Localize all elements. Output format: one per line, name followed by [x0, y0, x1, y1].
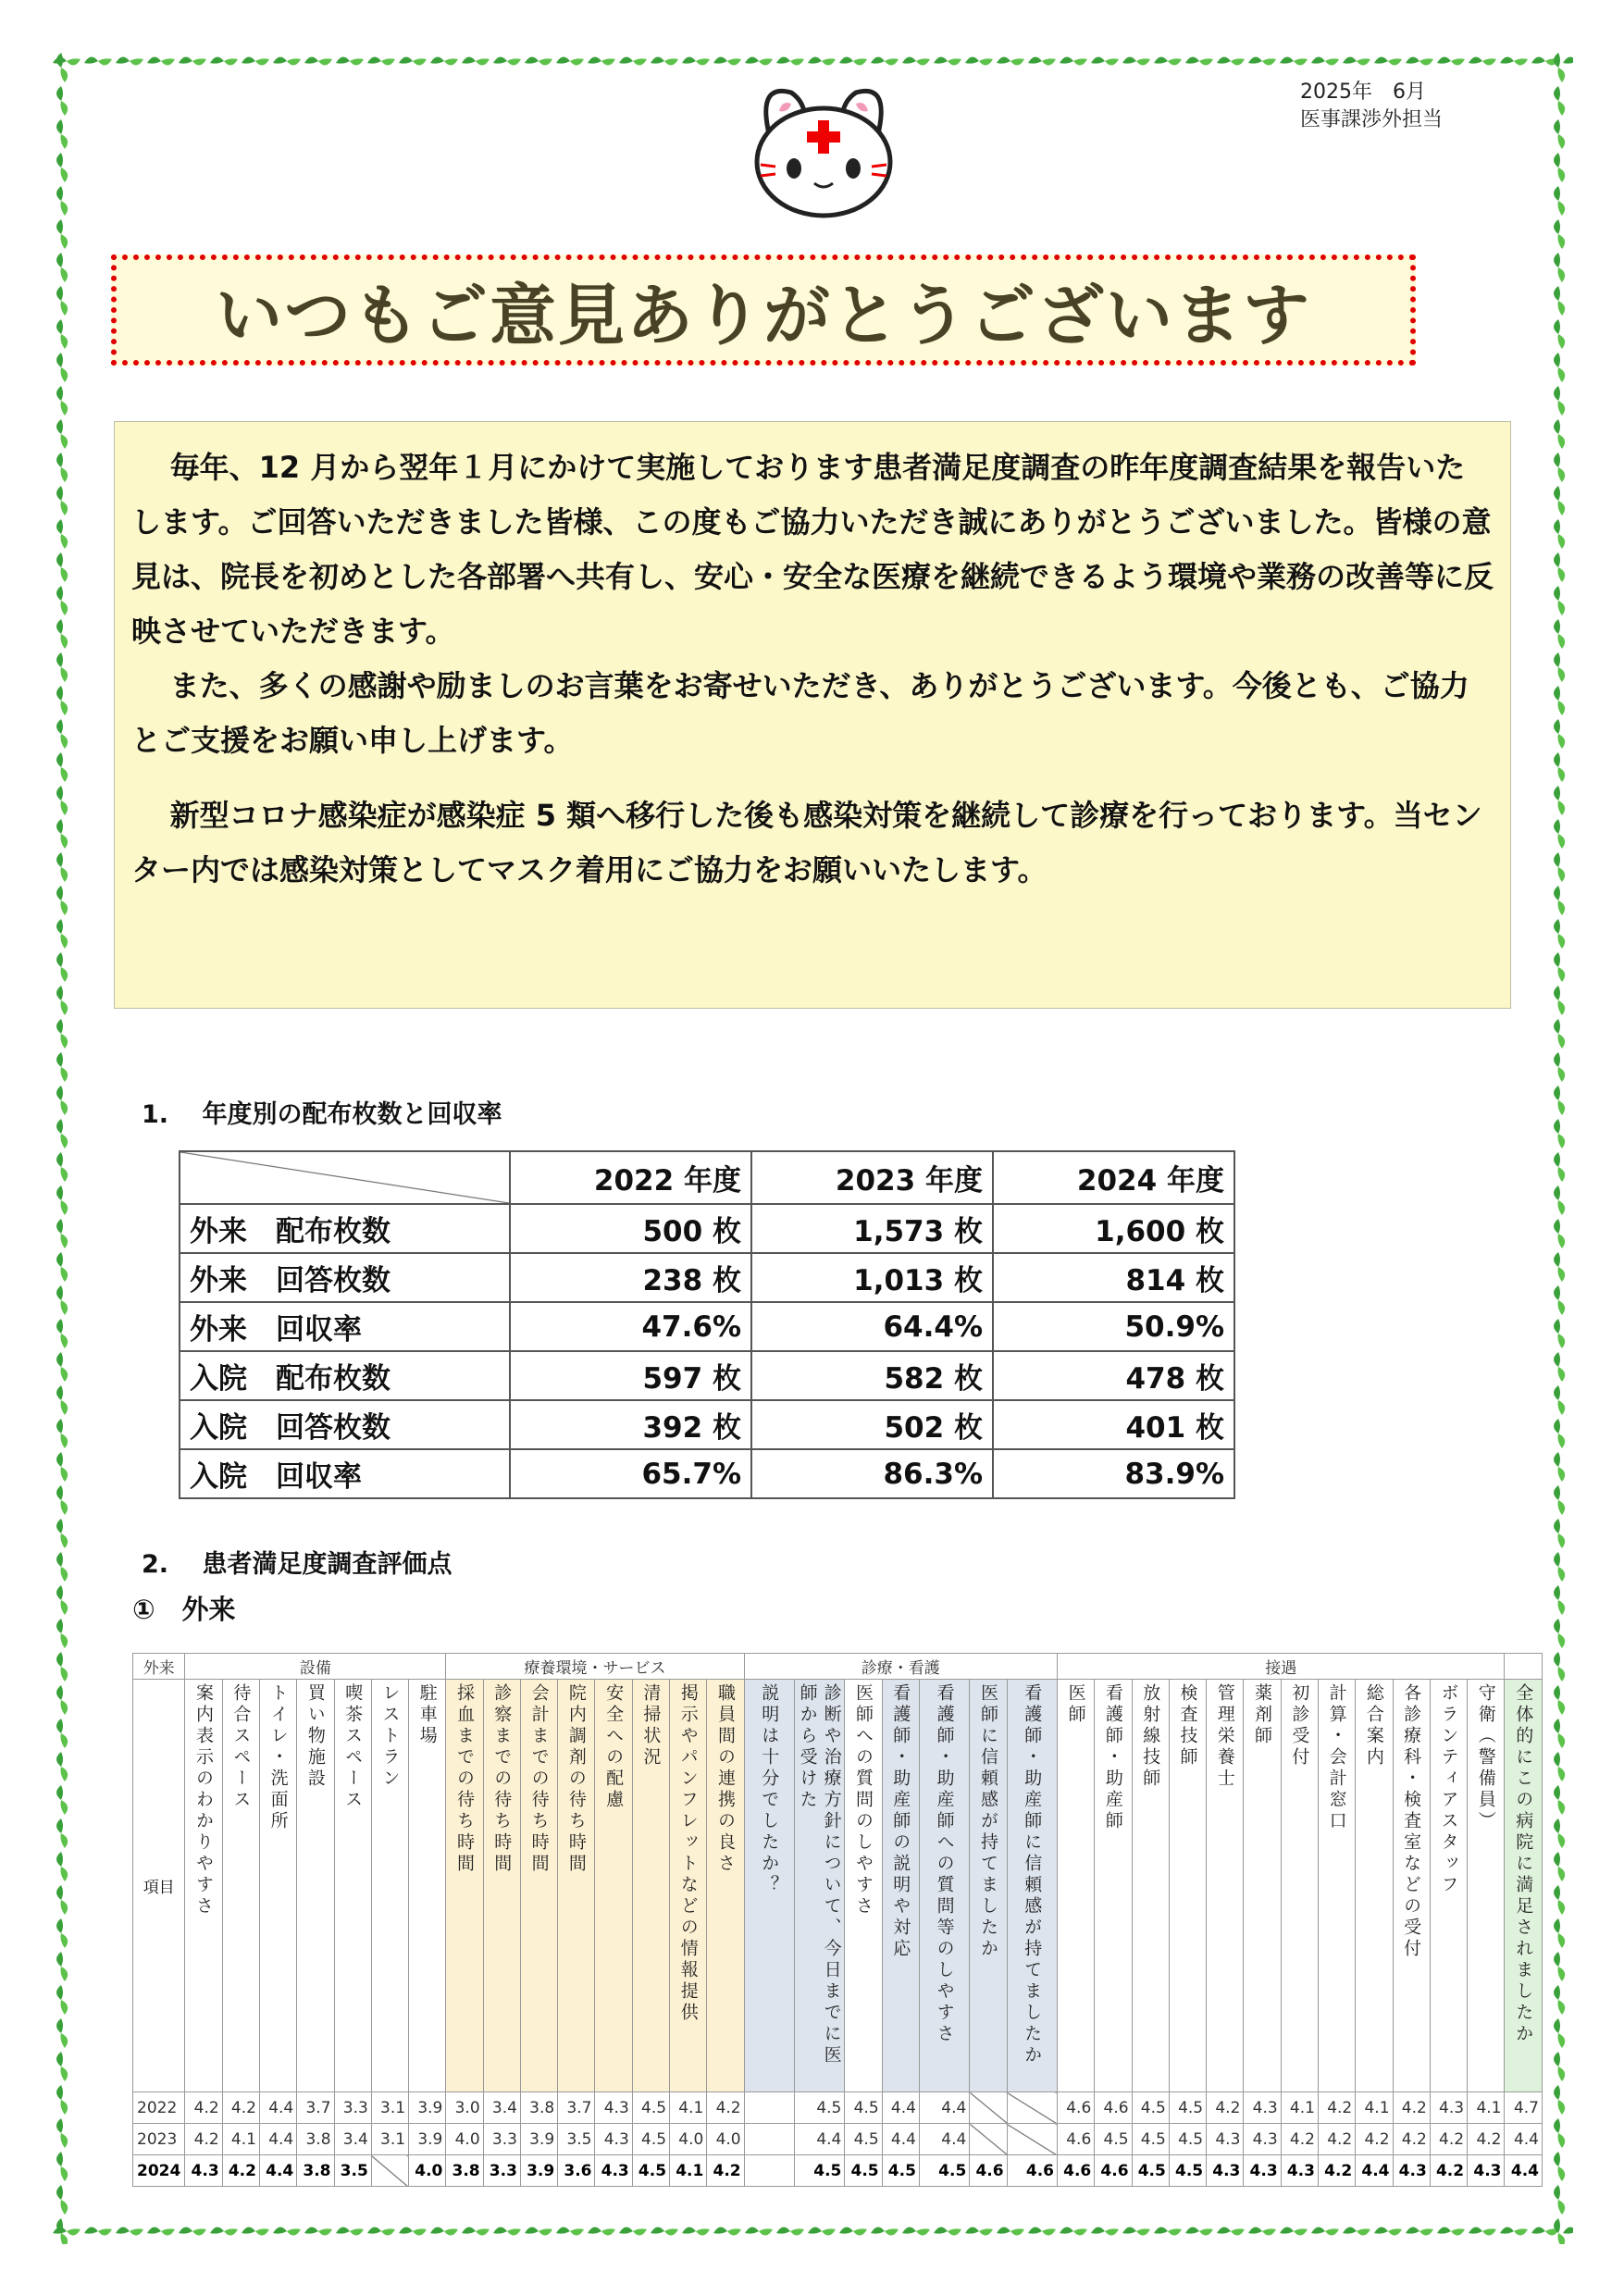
score-cell: 3.4: [483, 2092, 520, 2124]
cell-value: 47.6%: [510, 1302, 751, 1351]
item-header: [744, 1680, 794, 2092]
score-cell: 4.3: [1281, 2155, 1318, 2187]
score-cell: 3.6: [558, 2155, 595, 2187]
distribution-table: [179, 1150, 1235, 1499]
item-header: [371, 1680, 408, 2092]
score-cell: 4.1: [670, 2155, 707, 2187]
item-header-text: 全体的にこの病院に満足されましたか: [1513, 1683, 1534, 2045]
group-header-row: [133, 1654, 1543, 1680]
item-header-text: 看護師・助産師の説明や対応: [890, 1683, 911, 1960]
item-header: [483, 1680, 520, 2092]
table-header-row: [180, 1151, 1234, 1204]
row-label: 入院 配布枚数: [180, 1351, 510, 1400]
score-cell: 4.3: [185, 2155, 222, 2187]
score-year: 2023: [133, 2124, 185, 2155]
score-cell: 3.1: [371, 2124, 408, 2155]
group-hospitality: 接遇: [1057, 1654, 1505, 1680]
score-cell: 4.7: [1505, 2092, 1543, 2124]
item-header: [707, 1680, 744, 2092]
item-header-text: 総合案内: [1363, 1683, 1384, 1769]
row-label: 外来 配布枚数: [180, 1204, 510, 1253]
score-cell: 4.4: [919, 2092, 969, 2124]
item-header: [409, 1680, 446, 2092]
score-cell: 4.3: [1393, 2155, 1430, 2187]
score-row: [133, 2124, 1543, 2155]
cell-value: 478 枚: [993, 1351, 1234, 1400]
score-cell: 4.2: [1430, 2124, 1467, 2155]
item-header-text: ボランティアスタッフ: [1438, 1683, 1459, 1896]
item-header: [520, 1680, 557, 2092]
score-cell: 4.6: [1057, 2092, 1094, 2124]
score-cell: 4.5: [882, 2155, 919, 2187]
item-header-text: 守衛（警備員）: [1475, 1683, 1496, 1832]
score-cell: 4.1: [222, 2124, 259, 2155]
score-cell: 4.2: [1356, 2124, 1393, 2155]
item-header-text: 検査技師: [1177, 1683, 1198, 1769]
cell-value: 86.3%: [751, 1449, 993, 1498]
score-cell: 4.2: [1318, 2155, 1355, 2187]
score-cell: 4.5: [794, 2155, 844, 2187]
score-cell: 4.2: [1318, 2124, 1355, 2155]
intro-paragraph-1: 毎年、12 月から翌年１月にかけて実施しております患者満足度調査の昨年度調査結果を報告いたします。ご回答いただきました皆様、この度もご協力いただき誠にありがとうございました。皆様の意見は、院長を初めとした各部署へ共有し、安心・安全な医療を継続できるよう環境や業務の改善等に反映させていただきます。: [131, 450, 1494, 649]
score-cell: 4.6: [1095, 2155, 1132, 2187]
item-header: [882, 1680, 919, 2092]
intro-paragraph-2: また、多くの感謝や励ましのお言葉をお寄せいただき、ありがとうございます。今後とも、ご協力とご支援をお願い申し上げます。: [131, 668, 1469, 758]
score-cell: 3.9: [409, 2092, 446, 2124]
cell-value: 50.9%: [993, 1302, 1234, 1351]
score-cell: 4.3: [1244, 2092, 1281, 2124]
score-cell: 4.1: [1468, 2092, 1505, 2124]
intro-paragraph-3: 新型コロナ感染症が感染症 5 類へ移行した後も感染対策を継続して診療を行っております。当センター内では感染対策としてマスク着用にご協力をお願いいたします。: [131, 798, 1482, 887]
score-cell: 3.5: [558, 2124, 595, 2155]
item-header-text: 会計までの待ち時間: [528, 1683, 550, 1875]
score-cell: 4.5: [1169, 2124, 1206, 2155]
score-cell: 4.3: [1207, 2155, 1244, 2187]
cell-value: 1,573 枚: [751, 1204, 993, 1253]
item-header-text: レストラン: [379, 1683, 401, 1790]
score-cell: 4.1: [670, 2092, 707, 2124]
table-row: [180, 1400, 1234, 1449]
score-cell: [744, 2092, 794, 2124]
cell-value: 1,600 枚: [993, 1204, 1234, 1253]
score-cell: 4.4: [1356, 2155, 1393, 2187]
item-header: [297, 1680, 334, 2092]
table-row: [180, 1351, 1234, 1400]
item-header: [1505, 1680, 1543, 2092]
item-header-text: 医師に信頼感が持てましたか: [977, 1683, 998, 1960]
item-header-text: 医師: [1065, 1683, 1086, 1726]
score-cell: 3.5: [334, 2155, 371, 2187]
item-header: [1468, 1680, 1505, 2092]
score-cell: 3.3: [334, 2092, 371, 2124]
item-header-text: 診察までの待ち時間: [491, 1683, 513, 1875]
item-header: [919, 1680, 969, 2092]
item-header-text: 薬剤師: [1252, 1683, 1273, 1747]
score-cell: 4.4: [1505, 2155, 1543, 2187]
score-cell: 4.5: [1132, 2124, 1169, 2155]
score-cell: 4.1: [1356, 2092, 1393, 2124]
score-cell: 4.5: [845, 2124, 882, 2155]
score-cell: [744, 2124, 794, 2155]
score-cell: 4.0: [409, 2155, 446, 2187]
item-header-text: 待合スペース: [230, 1683, 252, 1811]
score-cell: 3.7: [558, 2092, 595, 2124]
item-header: [1132, 1680, 1169, 2092]
score-cell: 4.2: [1281, 2124, 1318, 2155]
score-cell: [970, 2124, 1007, 2155]
item-header: [1244, 1680, 1281, 2092]
score-cell: 4.3: [595, 2124, 632, 2155]
score-cell: 4.2: [1393, 2092, 1430, 2124]
item-header: [670, 1680, 707, 2092]
cell-value: 502 枚: [751, 1400, 993, 1449]
score-cell: 4.2: [1207, 2092, 1244, 2124]
score-cell: [371, 2155, 408, 2187]
score-cell: 4.5: [794, 2092, 844, 2124]
cell-value: 64.4%: [751, 1302, 993, 1351]
score-cell: 4.4: [919, 2124, 969, 2155]
item-header: [595, 1680, 632, 2092]
item-header: [1318, 1680, 1355, 2092]
score-year: 2024: [133, 2155, 185, 2187]
cell-value: 814 枚: [993, 1253, 1234, 1302]
score-cell: 4.2: [707, 2155, 744, 2187]
item-label: 項目: [133, 1680, 185, 2092]
score-cell: 4.4: [259, 2092, 296, 2124]
cell-value: 1,013 枚: [751, 1253, 993, 1302]
score-cell: 3.8: [446, 2155, 483, 2187]
row-label: 入院 回収率: [180, 1449, 510, 1498]
row-label: 外来 回答枚数: [180, 1253, 510, 1302]
score-cell: 4.3: [1468, 2155, 1505, 2187]
item-header-row: [133, 1680, 1543, 2092]
vine-border-left: [48, 51, 78, 2244]
item-header-text: 看護師・助産師への質問等のしやすさ: [934, 1683, 955, 2045]
item-header-text: 管理栄養士: [1214, 1683, 1235, 1790]
item-header-text: 案内表示のわかりやすさ: [193, 1683, 215, 1917]
score-cell: 3.3: [483, 2124, 520, 2155]
item-header: [970, 1680, 1007, 2092]
score-cell: 4.5: [1095, 2124, 1132, 2155]
item-header-text: 看護師・助産師に信頼感が持てましたか: [1022, 1683, 1043, 2066]
item-header-text: 説明は十分でしたか？: [759, 1683, 780, 1896]
item-header-text: 診断や治療方針について、今日までに医師から受けた: [797, 1683, 842, 2066]
score-cell: 4.3: [1244, 2124, 1281, 2155]
item-header-text: 買い物施設: [304, 1683, 326, 1790]
score-cell: 4.2: [1393, 2124, 1430, 2155]
score-cell: 4.2: [185, 2092, 222, 2124]
score-cell: 4.6: [970, 2155, 1007, 2187]
table-header-2024: 2024 年度: [993, 1151, 1234, 1204]
item-header-text: 清掃状況: [640, 1683, 662, 1769]
score-cell: [744, 2155, 794, 2187]
score-cell: 4.0: [707, 2124, 744, 2155]
table-corner-label: 外来: [133, 1654, 185, 1680]
item-header: [558, 1680, 595, 2092]
item-header-text: 安全への配慮: [603, 1683, 625, 1811]
item-header: [1207, 1680, 1244, 2092]
item-header-text: 駐車場: [416, 1683, 438, 1747]
item-header-text: 喫茶スペース: [342, 1683, 364, 1811]
group-medical: 診療・看護: [744, 1654, 1057, 1680]
score-cell: 4.2: [1468, 2124, 1505, 2155]
issue-date: 2025年 6月: [1300, 81, 1426, 104]
score-cell: 3.9: [520, 2155, 557, 2187]
item-header-text: 放射線技師: [1140, 1683, 1161, 1790]
table-row: [180, 1302, 1234, 1351]
cell-value: 392 枚: [510, 1400, 751, 1449]
section2-title: 2. 患者満足度調査評価点: [142, 1550, 452, 1579]
score-cell: 4.4: [882, 2092, 919, 2124]
title-banner: [111, 254, 1416, 366]
score-cell: 4.5: [632, 2155, 669, 2187]
item-header: [794, 1680, 844, 2092]
score-cell: 4.5: [1169, 2092, 1206, 2124]
score-cell: 4.0: [670, 2124, 707, 2155]
item-header: [259, 1680, 296, 2092]
score-cell: 4.5: [1169, 2155, 1206, 2187]
page-title: いつもご意見ありがとうございます: [215, 277, 1311, 354]
table-header-2023: 2023 年度: [751, 1151, 993, 1204]
table-corner-cell: [180, 1151, 510, 1204]
table-header-2022: 2022 年度: [510, 1151, 751, 1204]
item-header-text: 計算・会計窓口: [1326, 1683, 1347, 1832]
score-cell: 3.4: [334, 2124, 371, 2155]
item-header: [845, 1680, 882, 2092]
score-cell: 3.8: [520, 2092, 557, 2124]
score-cell: [1007, 2124, 1057, 2155]
mascot-icon: [740, 74, 907, 222]
row-label: 入院 回答枚数: [180, 1400, 510, 1449]
score-cell: 4.2: [185, 2124, 222, 2155]
score-cell: 4.5: [845, 2155, 882, 2187]
item-header-text: 看護師・助産師: [1102, 1683, 1123, 1832]
score-cell: 3.8: [297, 2155, 334, 2187]
score-cell: 4.2: [222, 2155, 259, 2187]
item-header: [222, 1680, 259, 2092]
vine-border-bottom: [51, 2216, 1573, 2246]
item-header-text: 医師への質問のしやすさ: [853, 1683, 874, 1917]
score-cell: 4.6: [1057, 2155, 1094, 2187]
item-header-text: 掲示やパンフレットなどの情報提供: [677, 1683, 699, 2024]
score-cell: 4.4: [259, 2124, 296, 2155]
score-cell: 4.6: [1095, 2092, 1132, 2124]
score-cell: 3.7: [297, 2092, 334, 2124]
score-cell: 4.3: [1430, 2092, 1467, 2124]
score-cell: 4.4: [1505, 2124, 1543, 2155]
group-facilities: 設備: [185, 1654, 446, 1680]
item-header: [1057, 1680, 1094, 2092]
item-header: [446, 1680, 483, 2092]
score-cell: 4.2: [1430, 2155, 1467, 2187]
intro-box: [114, 421, 1511, 1009]
item-header: [1356, 1680, 1393, 2092]
item-header: [1281, 1680, 1318, 2092]
score-cell: 4.0: [446, 2124, 483, 2155]
item-header: [632, 1680, 669, 2092]
section2-subtitle: ① 外来: [132, 1594, 236, 1625]
score-cell: 3.0: [446, 2092, 483, 2124]
score-cell: 4.6: [1057, 2124, 1094, 2155]
cell-value: 65.7%: [510, 1449, 751, 1498]
score-cell: 3.9: [520, 2124, 557, 2155]
score-cell: [970, 2092, 1007, 2124]
item-header-text: 職員間の連携の良さ: [714, 1683, 736, 1875]
item-header-text: トイレ・洗面所: [267, 1683, 289, 1832]
item-header: [1169, 1680, 1206, 2092]
score-cell: 4.4: [794, 2124, 844, 2155]
table-row: [180, 1449, 1234, 1498]
score-cell: 3.9: [409, 2124, 446, 2155]
score-cell: 4.4: [882, 2124, 919, 2155]
item-header: [1393, 1680, 1430, 2092]
item-header-text: 院内調剤の待ち時間: [565, 1683, 587, 1875]
score-cell: 4.2: [1318, 2092, 1355, 2124]
score-cell: 3.8: [297, 2124, 334, 2155]
score-cell: 4.2: [222, 2092, 259, 2124]
item-header-text: 各診療科・検査室などの受付: [1401, 1683, 1422, 1960]
row-label: 外来 回収率: [180, 1302, 510, 1351]
satisfaction-table: [132, 1653, 1543, 2187]
item-header: [1430, 1680, 1467, 2092]
score-cell: [1007, 2092, 1057, 2124]
department: 医事課渉外担当: [1300, 108, 1444, 131]
header-info: [1300, 79, 1443, 134]
item-header-text: 初診受付: [1289, 1683, 1310, 1769]
section1-title: 1. 年度別の配布枚数と回収率: [142, 1100, 502, 1129]
cell-value: 500 枚: [510, 1204, 751, 1253]
item-header: [185, 1680, 222, 2092]
cell-value: 83.9%: [993, 1449, 1234, 1498]
cell-value: 401 枚: [993, 1400, 1234, 1449]
score-cell: 4.6: [1007, 2155, 1057, 2187]
item-header-text: 採血までの待ち時間: [454, 1683, 475, 1875]
score-cell: 4.3: [595, 2092, 632, 2124]
group-overall: [1505, 1654, 1543, 1680]
score-cell: 4.5: [1132, 2092, 1169, 2124]
score-cell: 4.5: [632, 2092, 669, 2124]
score-cell: 4.3: [595, 2155, 632, 2187]
score-row: [133, 2155, 1543, 2187]
score-cell: 4.2: [707, 2092, 744, 2124]
score-cell: 4.3: [1207, 2124, 1244, 2155]
vine-border-right: [1545, 51, 1575, 2244]
score-row: [133, 2092, 1543, 2124]
table-row: [180, 1253, 1234, 1302]
score-cell: 4.1: [1281, 2092, 1318, 2124]
item-header: [334, 1680, 371, 2092]
score-cell: 4.5: [919, 2155, 969, 2187]
score-cell: 4.3: [1244, 2155, 1281, 2187]
score-cell: 4.4: [259, 2155, 296, 2187]
score-cell: 4.5: [632, 2124, 669, 2155]
score-year: 2022: [133, 2092, 185, 2124]
vine-border-top: [51, 46, 1573, 76]
item-header: [1095, 1680, 1132, 2092]
score-cell: 3.3: [483, 2155, 520, 2187]
score-cell: 3.1: [371, 2092, 408, 2124]
score-cell: 4.5: [1132, 2155, 1169, 2187]
cell-value: 582 枚: [751, 1351, 993, 1400]
cell-value: 597 枚: [510, 1351, 751, 1400]
score-cell: 4.5: [845, 2092, 882, 2124]
item-header: [1007, 1680, 1057, 2092]
table-row: [180, 1204, 1234, 1253]
group-environment: 療養環境・サービス: [446, 1654, 744, 1680]
cell-value: 238 枚: [510, 1253, 751, 1302]
